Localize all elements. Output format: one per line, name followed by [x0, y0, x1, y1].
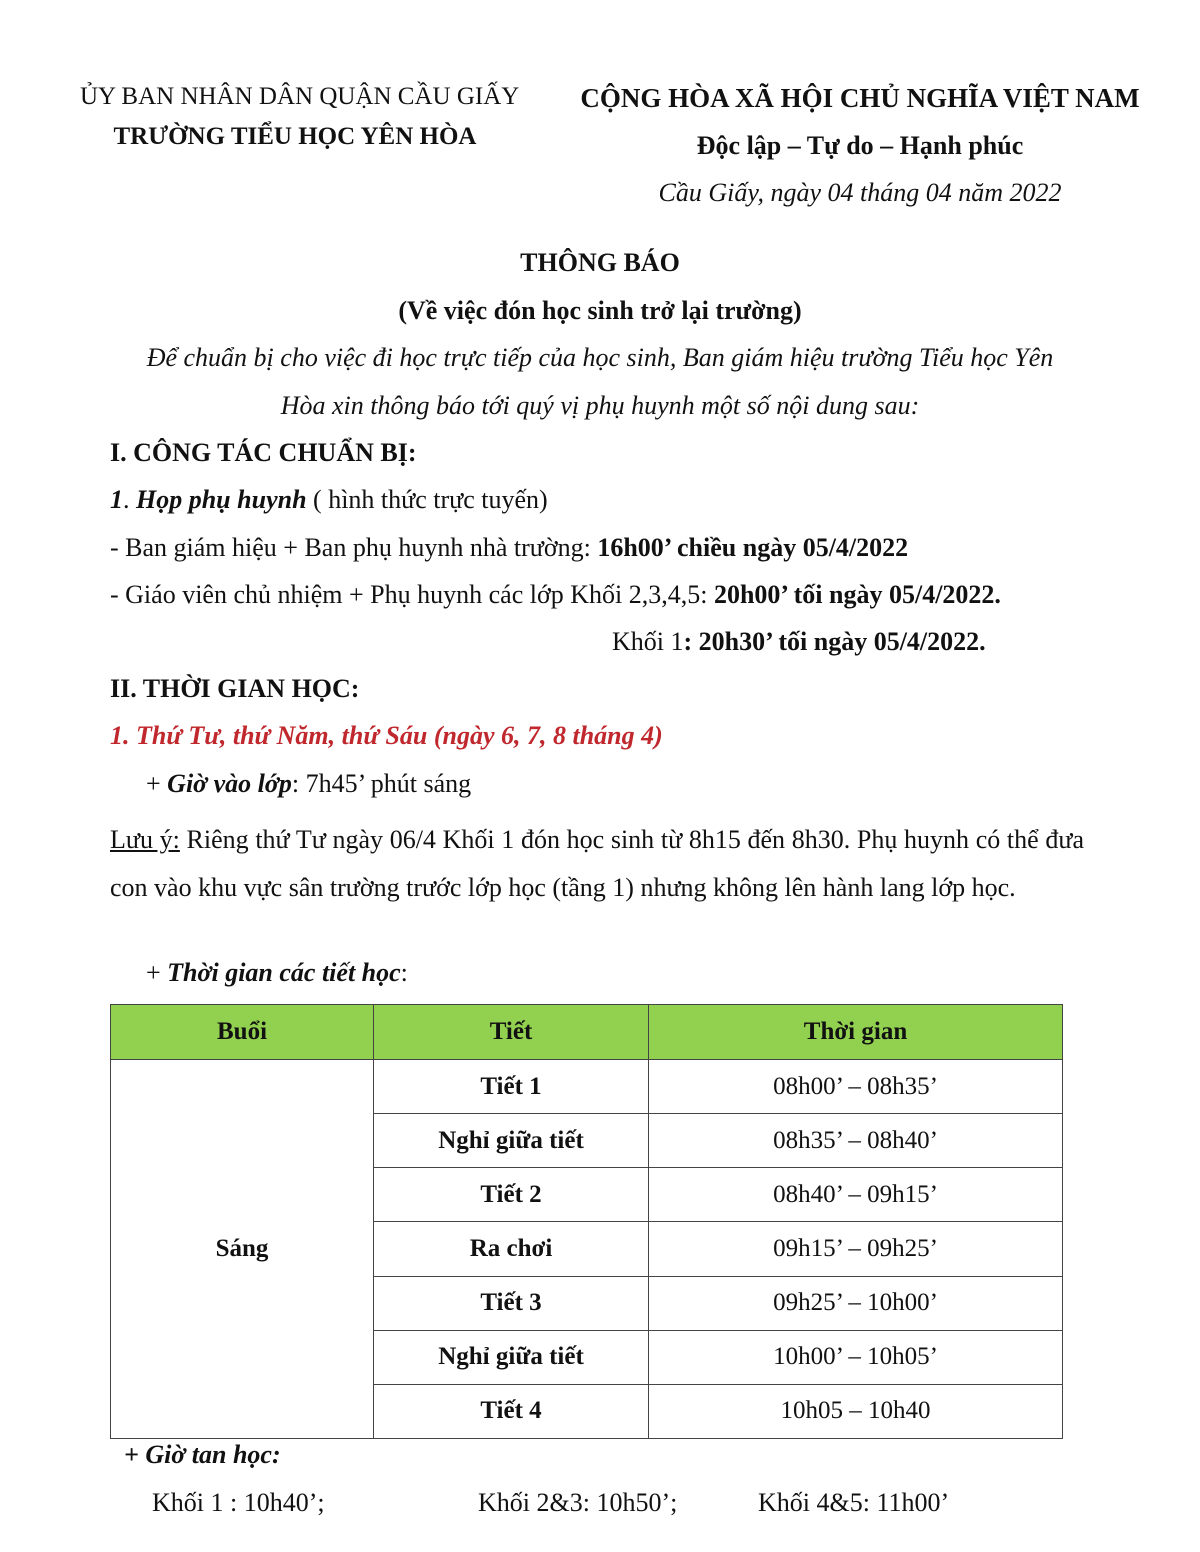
intro-line-1: Để chuẩn bị cho việc đi học trực tiếp của học sinh, Ban giám hiệu trường Tiểu học Yên: [146, 343, 1054, 372]
entry-time-line: [146, 769, 471, 799]
time-cell: 08h40’ – 09h15’: [649, 1168, 1063, 1222]
header-session: Buổi: [111, 1005, 374, 1060]
section-1-item: 1. Họp phụ huynh ( hình thức trực tuyến): [110, 485, 548, 514]
time-cell: 10h00’ – 10h05’: [649, 1330, 1063, 1384]
bullet: +: [146, 958, 168, 987]
entry-time-value: : 7h45’ phút sáng: [291, 769, 472, 798]
periods-colon: :: [400, 958, 408, 987]
period-cell: Tiết 3: [374, 1276, 649, 1330]
table-header-row: [111, 1005, 1063, 1060]
dismissal-khoi-4-5: Khối 4&5: 11h00’: [758, 1488, 950, 1517]
dismissal-khoi-1: Khối 1 : 10h40’;: [152, 1488, 325, 1517]
document-subtitle: (Về việc đón học sinh trở lại trường): [398, 296, 802, 325]
periods-line: [146, 958, 408, 988]
meeting-line-3-text: Khối 1: [612, 627, 684, 656]
note-label: Lưu ý:: [110, 825, 180, 854]
bullet: +: [146, 769, 168, 798]
section-1-heading: I. CÔNG TÁC CHUẨN BỊ:: [110, 438, 417, 467]
meeting-line-2-time: 20h00’ tối ngày 05/4/2022.: [713, 580, 1001, 609]
dismissal-khoi-2-3: Khối 2&3: 10h50’;: [478, 1488, 678, 1517]
document-title: THÔNG BÁO: [520, 248, 680, 277]
meeting-line-2-text: - Giáo viên chủ nhiệm + Phụ huynh các lớp Khối 2,3,4,5:: [110, 580, 714, 609]
period-cell: Tiết 2: [374, 1168, 649, 1222]
note-paragraph: [110, 816, 1084, 911]
period-cell: Nghỉ giữa tiết: [374, 1330, 649, 1384]
table-row: [111, 1060, 1063, 1114]
time-cell: 08h00’ – 08h35’: [649, 1060, 1063, 1114]
meeting-line-3-time: : 20h30’ tối ngày 05/4/2022.: [683, 627, 986, 656]
meeting-line-2: [110, 580, 1001, 610]
national-title: CỘNG HÒA XÃ HỘI CHỦ NGHĨA VIỆT NAM: [580, 83, 1140, 113]
periods-label: Thời gian các tiết học: [167, 958, 401, 987]
dismissal-label: + Giờ tan học:: [124, 1440, 281, 1469]
period-cell: Tiết 1: [374, 1060, 649, 1114]
period-cell: Nghỉ giữa tiết: [374, 1114, 649, 1168]
time-cell: 09h25’ – 10h00’: [649, 1276, 1063, 1330]
time-cell: 09h15’ – 09h25’: [649, 1222, 1063, 1276]
item-title: Họp phụ huynh: [136, 485, 307, 514]
section-2-subheading: 1. Thứ Tư, thứ Năm, thứ Sáu (ngày 6, 7, 8 tháng 4): [110, 721, 663, 750]
section-2-heading: II. THỜI GIAN HỌC:: [110, 674, 360, 703]
item-note: ( hình thức trực tuyến): [306, 485, 548, 514]
intro-line-2: Hòa xin thông báo tới quý vị phụ huynh một số nội dung sau:: [280, 391, 920, 420]
note-text: Riêng thứ Tư ngày 06/4 Khối 1 đón học sinh từ 8h15 đến 8h30. Phụ huynh có thể đưa con vào khu vực sân trường trước lớp học (tầng 1) nhưng không lên hành lang lớp học.: [110, 825, 1084, 902]
header-period: Tiết: [374, 1005, 649, 1060]
meeting-line-1-text: - Ban giám hiệu + Ban phụ huynh nhà trường:: [110, 533, 598, 562]
school-name: TRƯỜNG TIỂU HỌC YÊN HÒA: [113, 123, 477, 150]
authority-name: ỦY BAN NHÂN DÂN QUẬN CẦU GIẤY: [80, 83, 520, 110]
meeting-line-1-time: 16h00’ chiều ngày 05/4/2022: [597, 533, 909, 562]
time-cell: 10h05 – 10h40: [649, 1384, 1063, 1438]
period-cell: Ra chơi: [374, 1222, 649, 1276]
meeting-line-3: [612, 627, 986, 657]
session-cell: Sáng: [111, 1060, 374, 1439]
time-cell: 08h35’ – 08h40’: [649, 1114, 1063, 1168]
document-date: Cầu Giấy, ngày 04 tháng 04 năm 2022: [658, 178, 1062, 207]
header-time: Thời gian: [649, 1005, 1063, 1060]
period-cell: Tiết 4: [374, 1384, 649, 1438]
schedule-table: [110, 1004, 1063, 1439]
meeting-line-1: [110, 533, 908, 563]
item-number: 1: [110, 485, 123, 514]
national-motto: Độc lập – Tự do – Hạnh phúc: [696, 131, 1024, 160]
entry-time-label: Giờ vào lớp: [167, 769, 292, 798]
